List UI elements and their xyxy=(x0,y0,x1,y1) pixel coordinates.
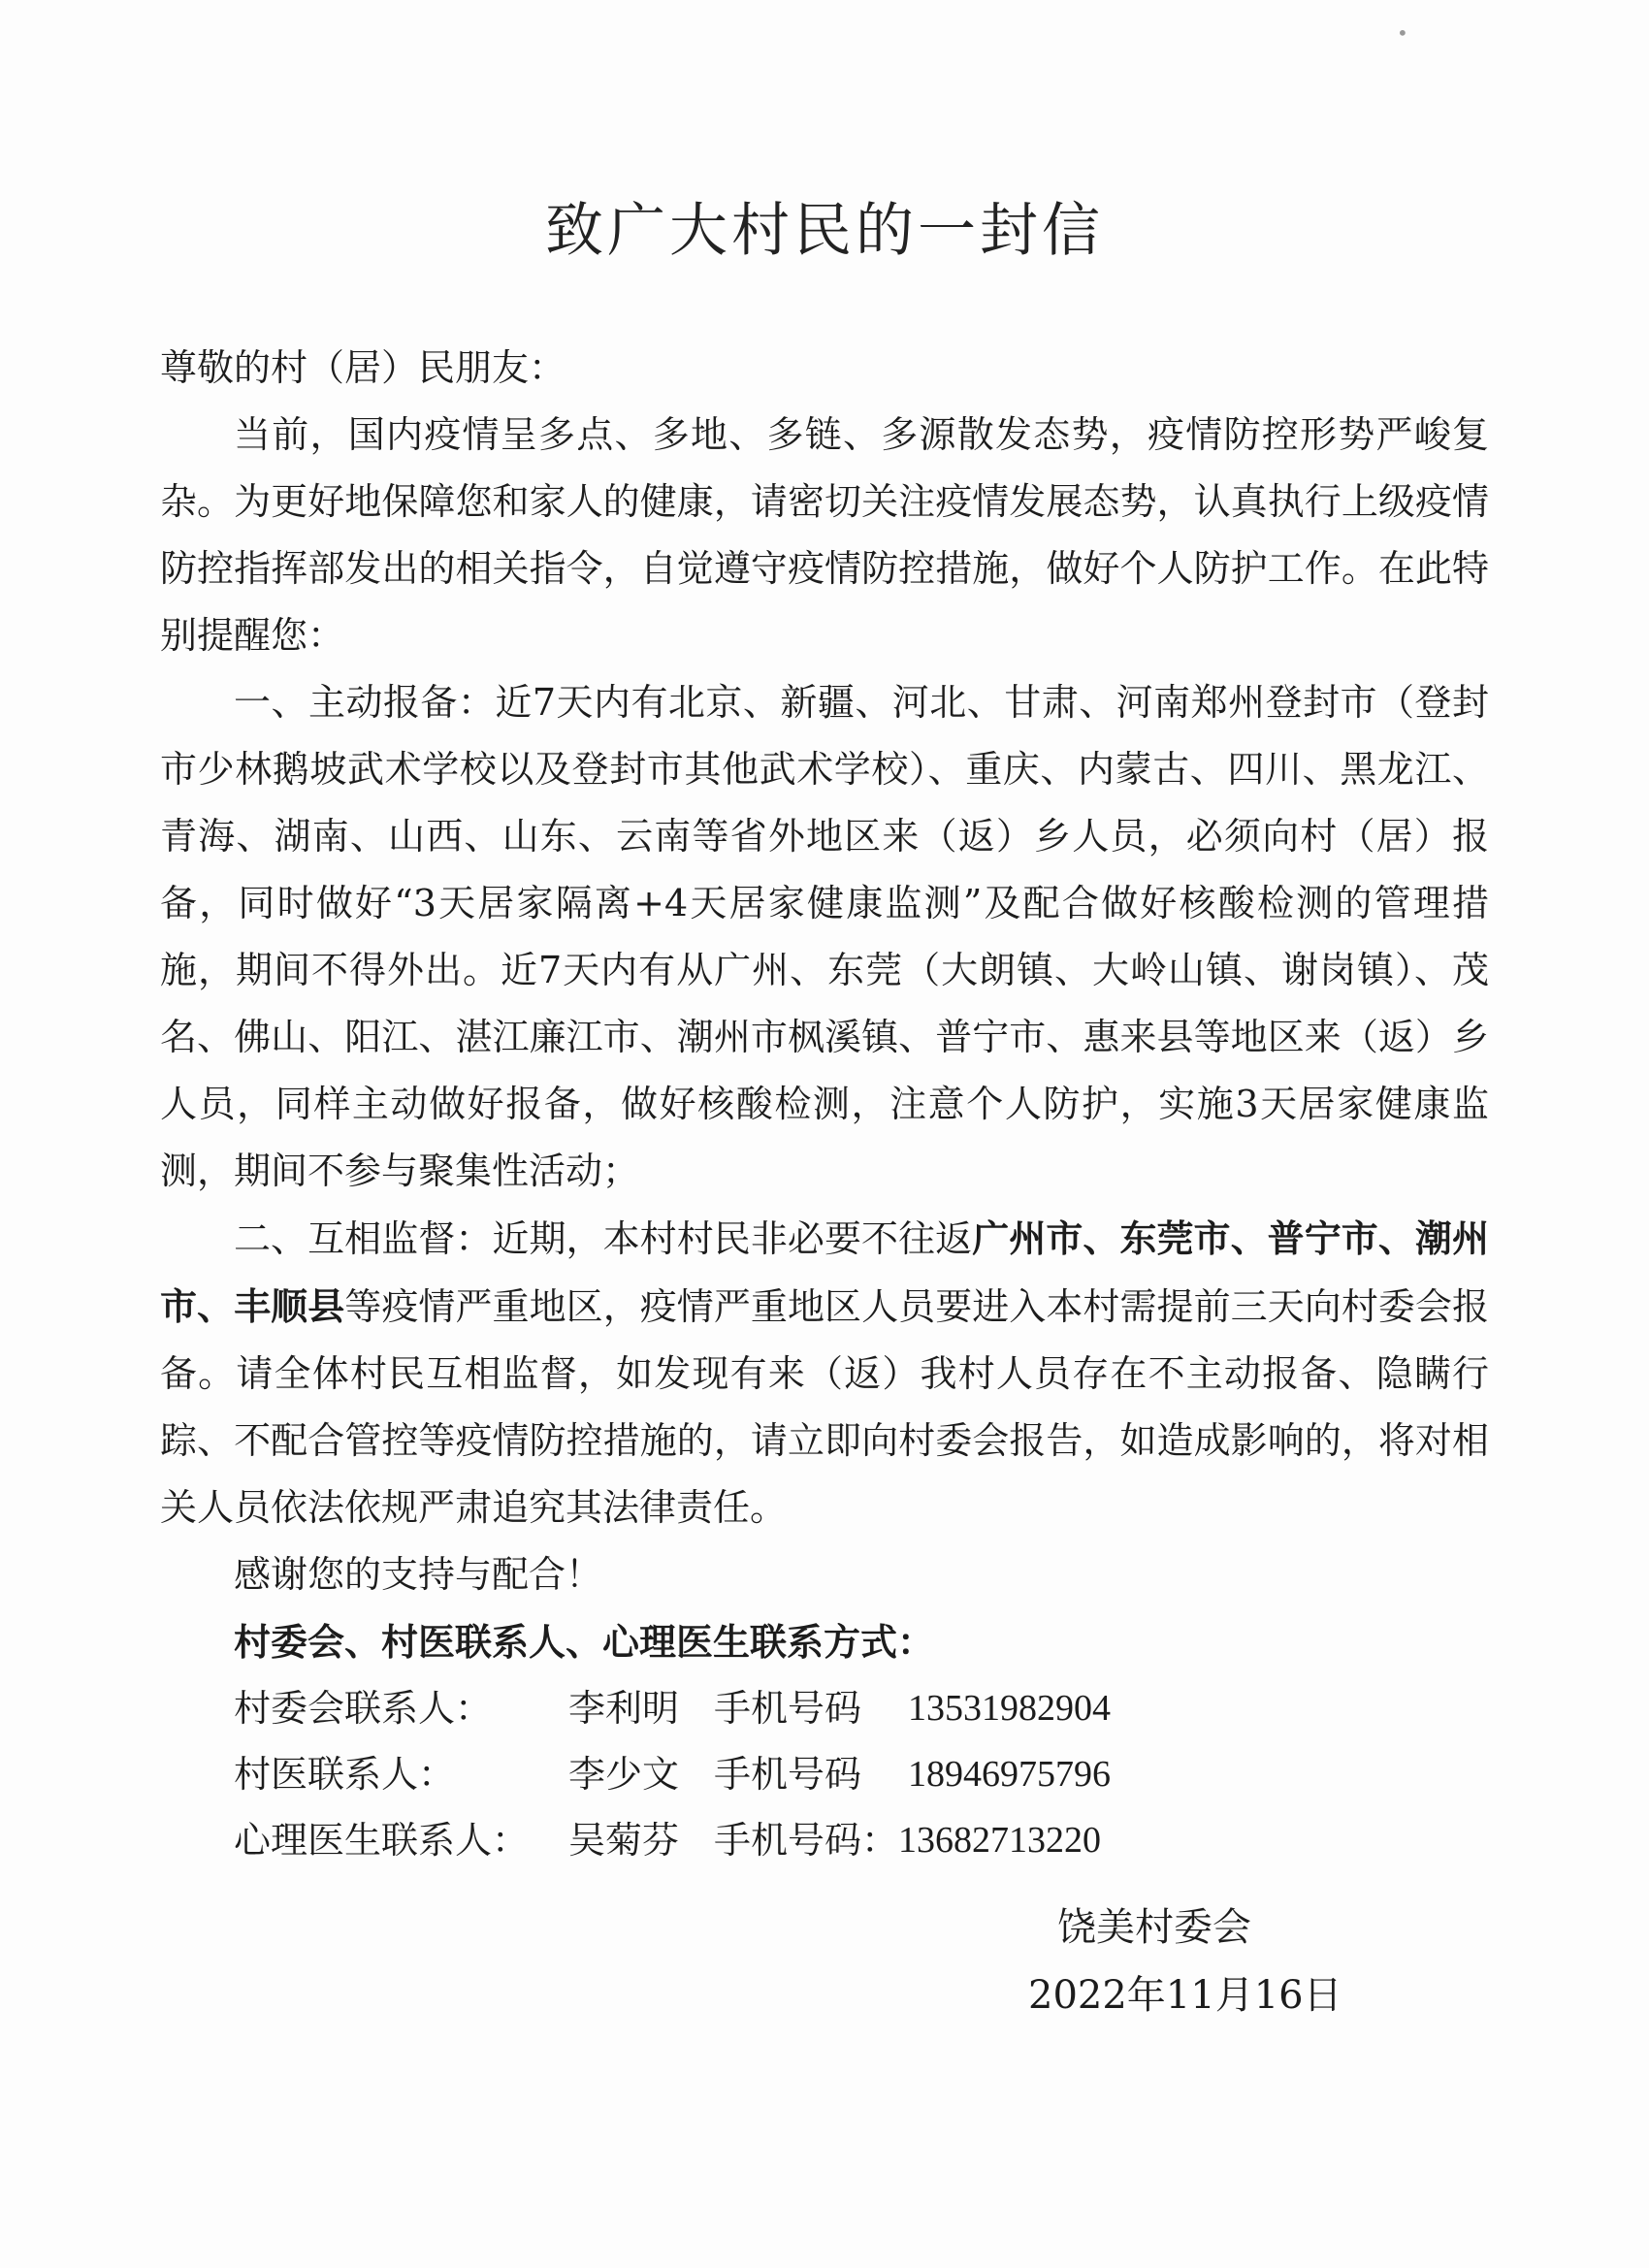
contact-phone-label: 手机号码： xyxy=(714,1818,899,1862)
contact-role: 村医联系人： xyxy=(234,1752,456,1796)
letter-title: 致广大村民的一封信 xyxy=(545,197,1104,265)
contact-phone: 13531982904 xyxy=(908,1687,1111,1729)
signature-organization: 饶美村委会 xyxy=(1057,1905,1251,1950)
contacts-heading: 村委会、村医联系人、心理医生联系方式： xyxy=(234,1620,935,1664)
contact-phone: 13682713220 xyxy=(898,1819,1101,1861)
contact-row xyxy=(160,1741,1489,1807)
signature-date: 2022年11月16日 xyxy=(1028,1973,1342,2018)
contact-phone-label: 手机号码 xyxy=(714,1752,862,1796)
item-2-prefix: 二、互相监督：近期，本村村民非必要不往返 xyxy=(234,1217,973,1260)
scan-speck: • xyxy=(1397,21,1408,45)
intro-paragraph: 当前，国内疫情呈多点、多地、多链、多源散发态势，疫情防控形势严峻复杂。为更好地保障您和家人的健康，请密切关注疫情发展态势，认真执行上级疫情防控指挥部发出的相关指令，自觉遵守疫情防控措施，做好个人防护工作。在此特别提醒您： xyxy=(160,413,1489,657)
item-2-highlight: 广州市、东莞市、普宁市、潮州市、丰顺县 xyxy=(160,1216,1489,1328)
contact-phone: 18946975796 xyxy=(908,1753,1111,1795)
item-2-suffix: 等疫情严重地区，疫情严重地区人员要进入本村需提前三天向村委会报备。请全体村民互相监督，如发现有来（返）我村人员存在不主动报备、隐瞒行踪、不配合管控等疫情防控措施的，请立即向村委会报告，如造成影响的，将对相关人员依法依规严肃追究其法律责任。 xyxy=(160,1285,1489,1529)
item-1-paragraph: 一、主动报备：近7天内有北京、新疆、河北、甘肃、河南郑州登封市（登封市少林鹅坡武术学校以及登封市其他武术学校）、重庆、内蒙古、四川、黑龙江、青海、湖南、山西、山东、云南等省外地区来（返）乡人员，必须向村（居）报备，同时做好“3天居家隔离+4天居家健康监测”及配合做好核酸检测的管理措施，期间不得外出。近7天内有从广州、东莞（大朗镇、大岭山镇、谢岗镇）、茂名、佛山、阳江、湛江廉江市、潮州市枫溪镇、普宁市、惠来县等地区来（返）乡人员，同样主动做好报备，做好核酸检测，注意个人防护，实施3天居家健康监测，期间不参与聚集性活动； xyxy=(160,681,1489,1192)
contact-role: 心理医生联系人： xyxy=(234,1818,530,1862)
contact-row xyxy=(160,1675,1489,1741)
contact-role: 村委会联系人： xyxy=(234,1686,493,1730)
item-2-paragraph xyxy=(160,1205,1489,1541)
contacts-list xyxy=(160,1675,1489,1873)
contact-name: 吴菊芬 xyxy=(568,1818,680,1862)
thanks-line: 感谢您的支持与配合！ xyxy=(234,1553,603,1596)
contact-row xyxy=(160,1807,1489,1873)
contact-phone-label: 手机号码 xyxy=(714,1686,862,1730)
contact-name: 李利明 xyxy=(568,1686,680,1730)
contact-name: 李少文 xyxy=(568,1752,680,1796)
letter-body xyxy=(160,335,1489,1873)
salutation: 尊敬的村（居）民朋友： xyxy=(160,346,566,389)
